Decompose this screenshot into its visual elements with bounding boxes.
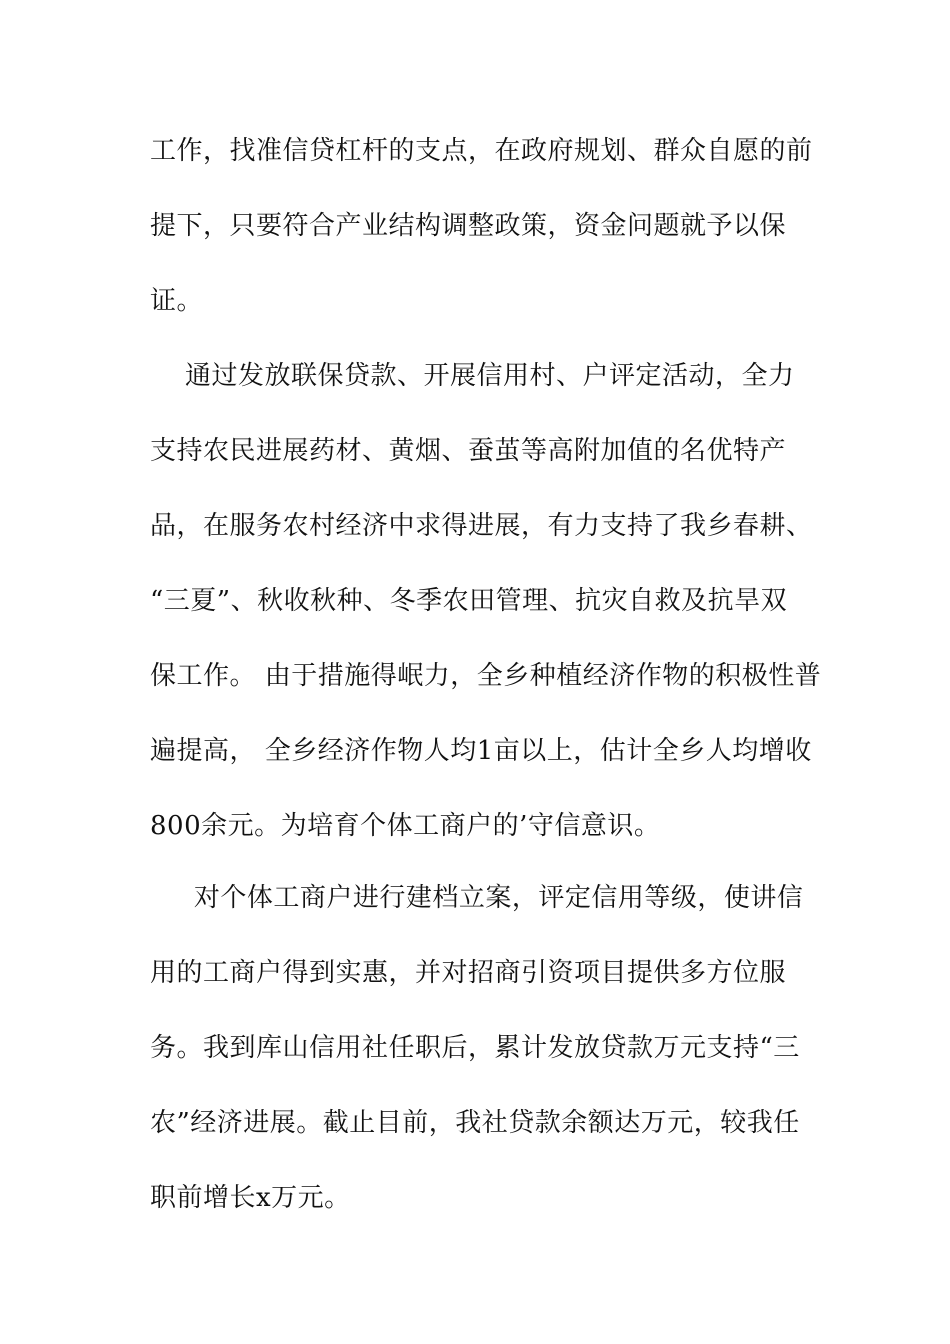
- text-line-15: 职前增长x万元。: [150, 1183, 351, 1213]
- text-line-2: 提下，只要符合产业结构调整政策，资金问题就予以保: [150, 211, 787, 241]
- text-line-11: 对个体工商户进行建档立案，评定信用等级，使讲信: [150, 883, 804, 913]
- text-line-10: 800余元。为培育个体工商户的’守信意识。: [150, 811, 661, 841]
- text-line-8: 保工作。 由于措施得岷力，全乡种植经济作物的积极性普: [150, 661, 822, 691]
- text-line-13: 务。我到库山信用社任职后，累计发放贷款万元支持“三: [150, 1033, 800, 1063]
- text-line-5: 支持农民进展药材、黄烟、蚕茧等高附加值的名优特产: [150, 436, 787, 466]
- text-line-3: 证。: [150, 286, 204, 316]
- text-line-4: 通过发放联保贷款、开展信用村、户评定活动，全力: [150, 361, 795, 391]
- text-line-14: 农”经济进展。截止目前，我社贷款余额达万元，较我任: [150, 1108, 800, 1138]
- text-line-7: “三夏”、秋收秋种、冬季农田管理、抗灾自救及抗旱双: [150, 586, 788, 616]
- text-line-9: 遍提高， 全乡经济作物人均1亩以上，估计全乡人均增收: [150, 736, 812, 766]
- text-line-12: 用的工商户得到实惠，并对招商引资项目提供多方位服: [150, 958, 787, 988]
- text-line-6: 品，在服务农村经济中求得进展，有力支持了我乡春耕、: [150, 511, 813, 541]
- text-line-1: 工作，找准信贷杠杆的支点，在政府规划、群众自愿的前: [150, 136, 813, 166]
